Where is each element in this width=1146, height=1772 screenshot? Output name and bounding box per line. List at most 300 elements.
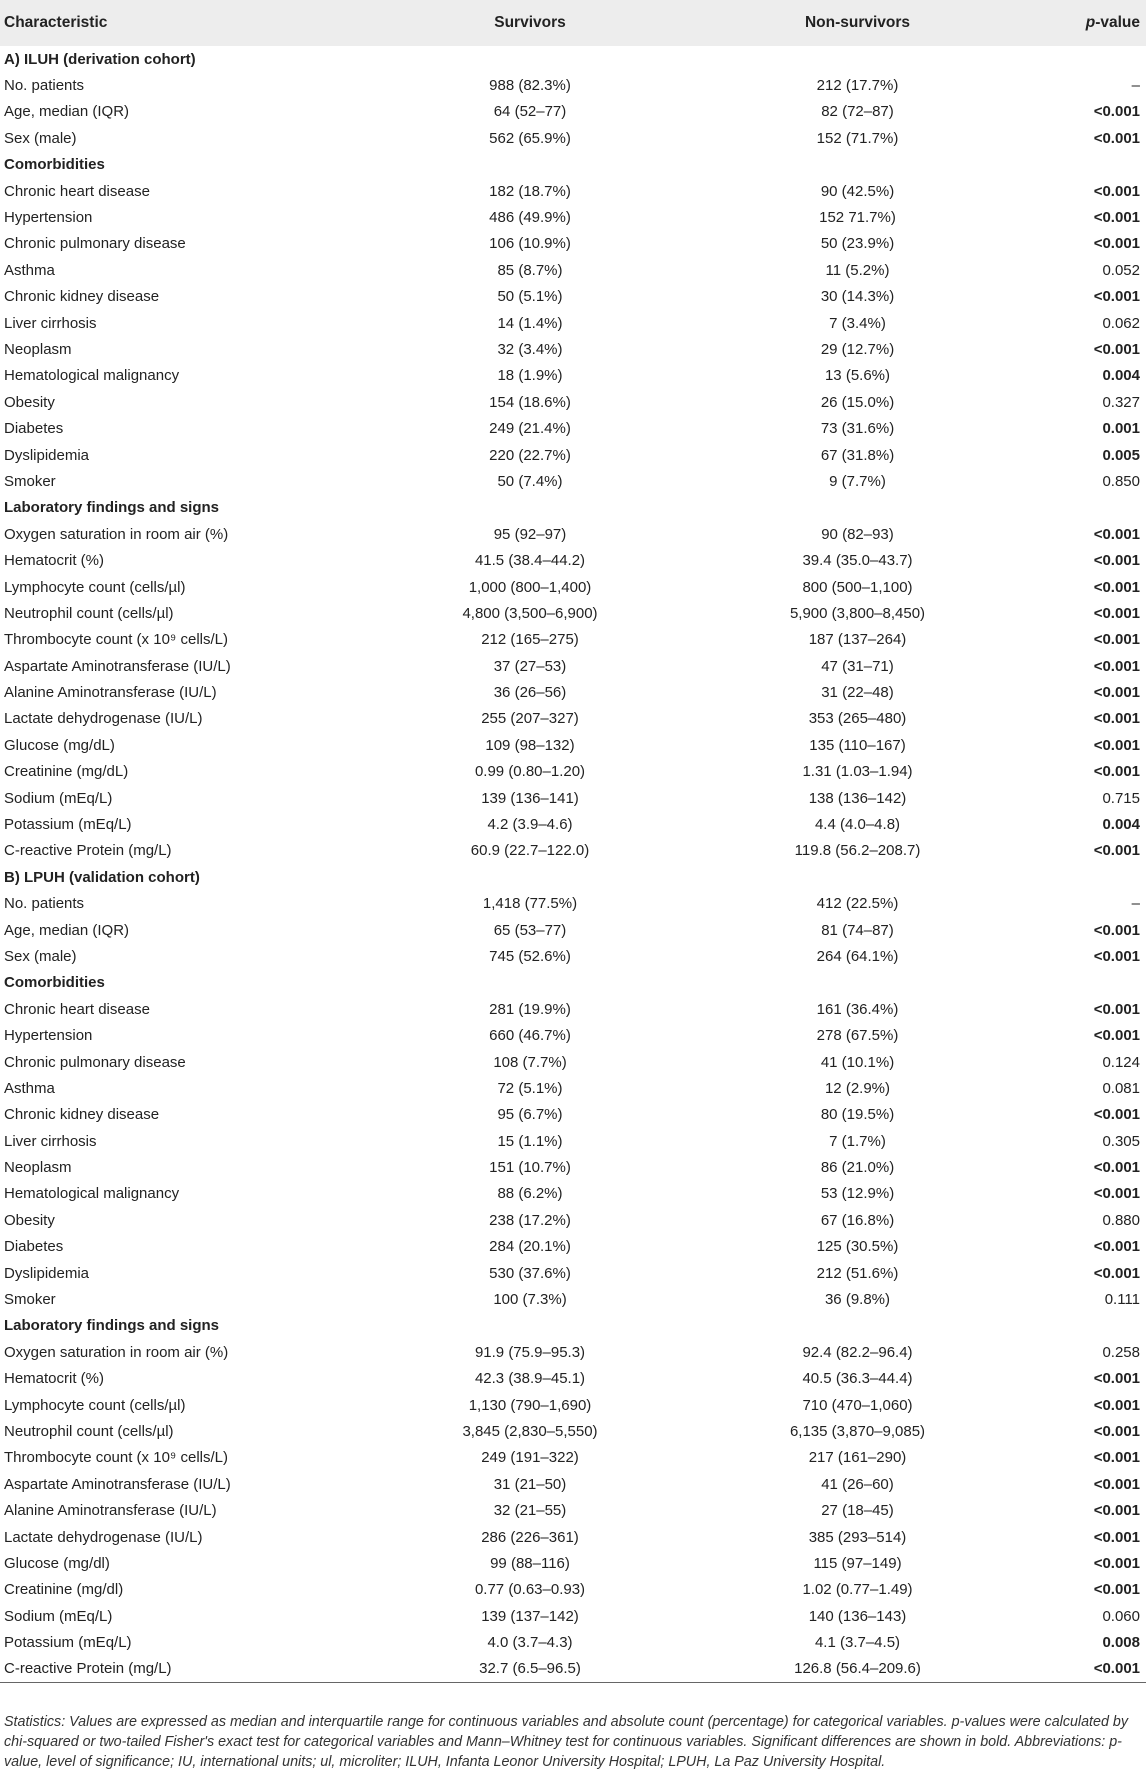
table-row [0, 1181, 1146, 1207]
table-row [0, 1207, 1146, 1233]
row-label: Dyslipidemia [4, 1264, 90, 1282]
p-value-cell: <0.001 [1093, 1554, 1140, 1572]
non-survivors-cell: 53 (12.9%) [820, 1185, 895, 1203]
survivors-cell: 284 (20.1%) [489, 1238, 571, 1256]
table-row [0, 1418, 1146, 1444]
survivors-cell: 255 (207–327) [481, 710, 579, 728]
survivors-cell: 95 (6.7%) [497, 1106, 563, 1124]
row-label: Obesity [4, 393, 55, 411]
non-survivors-cell: 412 (22.5%) [816, 895, 899, 913]
section-label: A) ILUH (derivation cohort) [4, 50, 196, 68]
row-label: Sex (male) [4, 947, 77, 965]
table-row [0, 1524, 1146, 1550]
p-value-cell: 0.005 [1102, 446, 1140, 464]
survivors-cell: 249 (191–322) [481, 1449, 579, 1467]
p-value-cell: <0.001 [1093, 1396, 1140, 1414]
survivors-cell: 106 (10.9%) [489, 235, 571, 253]
p-value-cell: <0.001 [1093, 763, 1140, 781]
section-label: Comorbidities [4, 156, 105, 174]
non-survivors-cell: 217 (161–290) [808, 1449, 907, 1467]
survivors-cell: 91.9 (75.9–95.3) [474, 1343, 586, 1361]
section-label: Laboratory findings and signs [4, 499, 220, 517]
survivors-cell: 745 (52.6%) [489, 947, 571, 965]
survivors-cell: 1,130 (790–1,690) [468, 1396, 592, 1414]
non-survivors-cell: 212 (51.6%) [816, 1264, 899, 1282]
table-row [0, 1128, 1146, 1154]
survivors-cell: 108 (7.7%) [493, 1053, 567, 1071]
non-survivors-cell: 13 (5.6%) [824, 367, 891, 385]
non-survivors-cell: 67 (16.8%) [820, 1211, 895, 1229]
table-row [0, 178, 1146, 204]
survivors-cell: 220 (22.7%) [489, 446, 571, 464]
table-row [0, 1286, 1146, 1312]
non-survivors-cell: 11 (5.2%) [825, 261, 890, 279]
table-row [0, 1550, 1146, 1576]
row-label: Hematocrit (%) [4, 1370, 105, 1388]
row-label: Smoker [4, 472, 56, 490]
p-value-cell: <0.001 [1093, 1185, 1140, 1203]
non-survivors-cell: 81 (74–87) [821, 921, 894, 939]
survivors-cell: 530 (37.6%) [489, 1264, 571, 1282]
non-survivors-cell: 138 (136–142) [808, 789, 907, 807]
survivors-cell: 64 (52–77) [493, 103, 567, 121]
non-survivors-cell: 1.02 (0.77–1.49) [802, 1581, 913, 1599]
survivors-cell: 14 (1.4%) [497, 314, 563, 332]
header-p-letter: p [1085, 14, 1096, 31]
p-value-cell: <0.001 [1093, 1581, 1140, 1599]
row-label: C-reactive Protein (mg/L) [0, 1656, 380, 1682]
survivors-cell: 4.0 (3.7–4.3) [487, 1634, 573, 1652]
p-value-cell: <0.001 [1093, 1238, 1140, 1256]
row-label: Diabetes [4, 420, 64, 438]
survivors-cell: 988 (82.3%) [489, 77, 571, 95]
p-value-cell: <0.001 [1093, 1423, 1140, 1440]
p-value-cell: 0.081 [1102, 1079, 1140, 1097]
table-row [0, 891, 1146, 917]
row-label: Liver cirrhosis [4, 314, 97, 332]
table-row [0, 653, 1146, 679]
row-label: Chronic kidney disease [4, 1106, 160, 1124]
p-value-cell: <0.001 [1093, 1502, 1140, 1520]
section-header-row [0, 1313, 1146, 1339]
table-row [0, 759, 1146, 785]
table-row [0, 1629, 1146, 1655]
row-label: Thrombocyte count (x 10⁹ cells/L) [4, 631, 229, 649]
survivors-cell: 139 (136–141) [481, 789, 579, 807]
row-label: Liver cirrhosis [4, 1132, 97, 1150]
non-survivors-cell: 125 (30.5%) [816, 1238, 899, 1256]
section-header-row [0, 152, 1146, 178]
row-label: Lactate dehydrogenase (IU/L) [4, 1528, 203, 1546]
row-label: Potassium (mEq/L) [4, 1634, 132, 1652]
row-label: Asthma [4, 1079, 55, 1097]
table-row [0, 1656, 1146, 1682]
survivors-cell: 1,418 (77.5%) [482, 895, 578, 913]
p-value-cell: <0.001 [1093, 1000, 1140, 1018]
row-label: Chronic heart disease [4, 1000, 150, 1018]
p-value-cell: <0.001 [1093, 340, 1140, 358]
table-row [0, 706, 1146, 732]
survivors-cell: 65 (53–77) [493, 921, 567, 939]
non-survivors-cell: 385 (293–514) [808, 1528, 907, 1546]
row-label: Neutrophil count (cells/µl) [4, 604, 174, 622]
table-header [0, 0, 1146, 46]
p-value-cell: <0.001 [1093, 578, 1140, 596]
header-p-value [1035, 0, 1146, 46]
non-survivors-cell: 6,135 (3,870–9,085) [789, 1423, 926, 1440]
p-value-cell: <0.001 [1093, 947, 1140, 965]
table-row [0, 679, 1146, 705]
table-row [0, 1234, 1146, 1260]
p-value-cell: <0.001 [1093, 1449, 1140, 1467]
non-survivors-cell: 41 (10.1%) [820, 1053, 895, 1071]
survivors-cell: 286 (226–361) [481, 1528, 579, 1546]
table-row [0, 442, 1146, 468]
survivors-cell: 50 (5.1%) [497, 288, 563, 306]
row-label: Obesity [4, 1211, 55, 1229]
table-row [0, 917, 1146, 943]
p-value-cell: <0.001 [1093, 710, 1140, 728]
survivors-cell: 85 (8.7%) [497, 261, 563, 279]
table-row [0, 996, 1146, 1022]
row-label: Diabetes [4, 1238, 64, 1256]
table-row [0, 284, 1146, 310]
non-survivors-cell: 27 (18–45) [821, 1502, 894, 1520]
p-value-cell: 0.052 [1102, 261, 1140, 279]
header-characteristic: Characteristic [4, 14, 108, 31]
non-survivors-cell: 47 (31–71) [821, 657, 894, 675]
row-label: Sex (male) [4, 129, 77, 147]
non-survivors-cell: 115 (97–149) [813, 1554, 902, 1572]
non-survivors-cell: 152 (71.7%) [816, 129, 899, 147]
p-value-cell: <0.001 [1093, 182, 1140, 200]
survivors-cell: 249 (21.4%) [489, 420, 571, 438]
survivors-cell: 238 (17.2%) [489, 1211, 571, 1229]
section-header-row [0, 495, 1146, 521]
row-label: Lymphocyte count (cells/µl) [4, 578, 186, 596]
table-row [0, 1022, 1146, 1048]
row-label: Hypertension [4, 209, 93, 227]
p-value-cell: 0.111 [1104, 1291, 1140, 1309]
p-value-cell: 0.004 [1102, 816, 1140, 834]
non-survivors-cell: 7 (3.4%) [829, 314, 886, 332]
row-label: Hypertension [4, 1027, 93, 1045]
p-value-cell: <0.001 [1093, 1475, 1140, 1493]
p-value-cell: <0.001 [1093, 1159, 1140, 1177]
p-value-cell: 0.004 [1102, 367, 1140, 385]
table-row [0, 389, 1146, 415]
survivors-cell: 50 (7.4%) [497, 472, 563, 490]
table-row [0, 943, 1146, 969]
header-p-suffix: -value [1095, 14, 1140, 31]
non-survivors-cell: 12 (2.9%) [824, 1079, 891, 1097]
survivors-cell: 60.9 (22.7–122.0) [470, 842, 590, 860]
non-survivors-cell: 278 (67.5%) [816, 1027, 899, 1045]
non-survivors-cell: 152 71.7%) [819, 209, 896, 227]
non-survivors-cell: 353 (265–480) [808, 710, 907, 728]
table-row [0, 1497, 1146, 1523]
survivors-cell: 109 (98–132) [485, 736, 575, 754]
non-survivors-cell: 80 (19.5%) [820, 1106, 895, 1124]
row-label: No. patients [4, 77, 85, 95]
non-survivors-cell: 29 (12.7%) [820, 340, 895, 358]
survivors-cell: 3,845 (2,830–5,550) [462, 1423, 598, 1440]
table-row [0, 785, 1146, 811]
table-row [0, 600, 1146, 626]
survivors-cell: 95 (92–97) [493, 525, 567, 543]
p-value-cell: <0.001 [1093, 604, 1140, 622]
p-value-cell: <0.001 [1093, 288, 1140, 306]
survivors-cell: 4.2 (3.9–4.6) [487, 816, 573, 834]
table-row [0, 468, 1146, 494]
table-row [0, 1445, 1146, 1471]
survivors-cell: 41.5 (38.4–44.2) [474, 552, 586, 570]
row-label: Alanine Aminotransferase (IU/L) [4, 1502, 217, 1520]
survivors-cell: 212 (165–275) [481, 631, 579, 649]
p-value-cell: <0.001 [1093, 209, 1140, 227]
table-row [0, 204, 1146, 230]
p-value-cell: <0.001 [1093, 1264, 1140, 1282]
table-row [0, 521, 1146, 547]
survivors-cell: 0.99 (0.80–1.20) [474, 763, 586, 781]
p-value-cell: 0.060 [1102, 1607, 1140, 1625]
p-value-cell: 0.258 [1102, 1343, 1140, 1361]
survivors-cell: 0.77 (0.63–0.93) [474, 1581, 586, 1599]
p-value-cell: 0.001 [1102, 420, 1140, 438]
row-label: Glucose (mg/dl) [4, 1554, 110, 1572]
p-value-cell: <0.001 [1035, 1656, 1146, 1682]
table-row [0, 574, 1146, 600]
p-value-cell: <0.001 [1093, 921, 1140, 939]
survivors-cell: 486 (49.9%) [489, 209, 571, 227]
p-value-cell: <0.001 [1093, 1528, 1140, 1546]
row-label: Thrombocyte count (x 10⁹ cells/L) [4, 1449, 229, 1467]
row-label: Lymphocyte count (cells/µl) [4, 1396, 186, 1414]
table-row [0, 72, 1146, 98]
p-value-cell: <0.001 [1093, 1027, 1140, 1045]
non-survivors-cell: 140 (136–143) [808, 1607, 907, 1625]
non-survivors-cell: 90 (82–93) [821, 525, 894, 543]
survivors-cell: 15 (1.1%) [497, 1132, 563, 1150]
table-row [0, 99, 1146, 125]
survivors-cell: 18 (1.9%) [497, 367, 563, 385]
table-row [0, 1471, 1146, 1497]
non-survivors-cell: 126.8 (56.4–209.6) [680, 1656, 1035, 1682]
row-label: Sodium (mEq/L) [4, 1607, 113, 1625]
p-value-cell: <0.001 [1093, 1370, 1140, 1388]
non-survivors-cell: 135 (110–167) [809, 736, 906, 754]
table-row [0, 310, 1146, 336]
table-row [0, 415, 1146, 441]
row-label: Alanine Aminotransferase (IU/L) [4, 684, 217, 702]
table-row [0, 1339, 1146, 1365]
non-survivors-cell: 264 (64.1%) [816, 947, 899, 965]
p-value-cell: <0.001 [1093, 736, 1140, 754]
p-value-cell: <0.001 [1093, 631, 1140, 649]
p-value-cell: – [1131, 77, 1140, 95]
non-survivors-cell: 41 (26–60) [821, 1475, 894, 1493]
survivors-cell: 151 (10.7%) [489, 1159, 571, 1177]
non-survivors-cell: 40.5 (36.3–44.4) [802, 1370, 913, 1388]
survivors-cell: 4,800 (3,500–6,900) [462, 604, 598, 622]
survivors-cell: 72 (5.1%) [497, 1079, 563, 1097]
p-value-cell: 0.327 [1102, 393, 1140, 411]
p-value-cell: <0.001 [1093, 657, 1140, 675]
non-survivors-cell: 710 (470–1,060) [802, 1396, 913, 1414]
row-label: Oxygen saturation in room air (%) [4, 1343, 229, 1361]
table-row [0, 1049, 1146, 1075]
header-non-survivors: Non-survivors [804, 14, 911, 31]
p-value-cell: – [1131, 895, 1140, 913]
p-value-cell: <0.001 [1093, 103, 1140, 121]
p-value-cell: 0.305 [1102, 1132, 1140, 1150]
row-label: Hematological malignancy [4, 1185, 180, 1203]
p-value-cell: 0.062 [1102, 314, 1140, 332]
non-survivors-cell: 4.4 (4.0–4.8) [814, 816, 901, 834]
non-survivors-cell: 36 (9.8%) [824, 1291, 891, 1309]
p-value-cell: 0.850 [1102, 472, 1140, 490]
survivors-cell: 88 (6.2%) [497, 1185, 563, 1203]
p-value-cell: <0.001 [1093, 684, 1140, 702]
table-row [0, 732, 1146, 758]
survivors-cell: 32 (21–55) [493, 1502, 567, 1520]
row-label: Neoplasm [4, 1159, 72, 1177]
p-value-cell: 0.715 [1102, 789, 1140, 807]
survivors-cell: 36 (26–56) [493, 684, 567, 702]
p-value-cell: <0.001 [1093, 525, 1140, 543]
table-row [0, 1392, 1146, 1418]
row-label: Neoplasm [4, 340, 72, 358]
row-label: Sodium (mEq/L) [4, 789, 113, 807]
non-survivors-cell: 50 (23.9%) [820, 235, 895, 253]
non-survivors-cell: 30 (14.3%) [820, 288, 895, 306]
non-survivors-cell: 67 (31.8%) [820, 446, 895, 464]
non-survivors-cell: 73 (31.6%) [820, 420, 895, 438]
non-survivors-cell: 31 (22–48) [821, 684, 894, 702]
survivors-cell: 37 (27–53) [493, 657, 567, 675]
non-survivors-cell: 82 (72–87) [821, 103, 894, 121]
non-survivors-cell: 1.31 (1.03–1.94) [802, 763, 913, 781]
table-row [0, 363, 1146, 389]
row-label: Asthma [4, 261, 55, 279]
non-survivors-cell: 7 (1.7%) [829, 1132, 886, 1150]
table-row [0, 547, 1146, 573]
p-value-cell: <0.001 [1093, 552, 1140, 570]
survivors-cell: 42.3 (38.9–45.1) [474, 1370, 586, 1388]
survivors-cell: 100 (7.3%) [493, 1291, 567, 1309]
non-survivors-cell: 161 (36.4%) [816, 1000, 899, 1018]
row-label: C-reactive Protein (mg/L) [4, 842, 172, 860]
non-survivors-cell: 800 (500–1,100) [802, 578, 913, 596]
row-label: Dyslipidemia [4, 446, 90, 464]
non-survivors-cell: 86 (21.0%) [820, 1159, 895, 1177]
non-survivors-cell: 119.8 (56.2–208.7) [794, 842, 921, 860]
section-label: Comorbidities [4, 974, 105, 992]
row-label: Age, median (IQR) [4, 103, 130, 121]
survivors-cell: 32.7 (6.5–96.5) [380, 1656, 680, 1682]
table-row [0, 1154, 1146, 1180]
row-label: Aspartate Aminotransferase (IU/L) [4, 657, 231, 675]
table-row [0, 1603, 1146, 1629]
survivors-cell: 32 (3.4%) [497, 340, 563, 358]
table-row [0, 231, 1146, 257]
section-header-row [0, 970, 1146, 996]
p-value-cell: <0.001 [1093, 235, 1140, 253]
table-row [0, 1366, 1146, 1392]
row-label: Chronic pulmonary disease [4, 1053, 186, 1071]
non-survivors-cell: 39.4 (35.0–43.7) [802, 552, 913, 570]
row-label: Age, median (IQR) [4, 921, 130, 939]
table-row [0, 1075, 1146, 1101]
p-value-cell: 0.008 [1102, 1634, 1140, 1652]
non-survivors-cell: 212 (17.7%) [816, 77, 899, 95]
survivors-cell: 1,000 (800–1,400) [468, 578, 592, 596]
non-survivors-cell: 4.1 (3.7–4.5) [814, 1634, 901, 1652]
row-label: Neutrophil count (cells/µl) [4, 1423, 174, 1440]
survivors-cell: 154 (18.6%) [489, 393, 571, 411]
section-label: Laboratory findings and signs [4, 1317, 220, 1335]
table-row [0, 1102, 1146, 1128]
table-row [0, 627, 1146, 653]
table-row [0, 1260, 1146, 1286]
survivors-cell: 660 (46.7%) [489, 1027, 571, 1045]
survivors-cell: 31 (21–50) [493, 1475, 567, 1493]
p-value-cell: 0.124 [1102, 1053, 1140, 1071]
row-label: Smoker [4, 1291, 56, 1309]
table-row [0, 336, 1146, 362]
row-label: Creatinine (mg/dl) [4, 1581, 124, 1599]
section-header-row [0, 864, 1146, 890]
header-survivors: Survivors [494, 14, 566, 31]
table-row [0, 811, 1146, 837]
survivors-cell: 139 (137–142) [481, 1607, 579, 1625]
p-value-cell: <0.001 [1093, 842, 1140, 860]
non-survivors-cell: 5,900 (3,800–8,450) [789, 604, 926, 622]
section-header-row [0, 46, 1146, 72]
row-label: Hematological malignancy [4, 367, 180, 385]
non-survivors-cell: 90 (42.5%) [820, 182, 895, 200]
row-label: Lactate dehydrogenase (IU/L) [4, 710, 203, 728]
table-row [0, 125, 1146, 151]
section-label: B) LPUH (validation cohort) [4, 868, 200, 886]
row-label: Oxygen saturation in room air (%) [4, 525, 229, 543]
non-survivors-cell: 26 (15.0%) [820, 393, 895, 411]
row-label: Chronic kidney disease [4, 288, 160, 306]
p-value-cell: <0.001 [1093, 129, 1140, 147]
table-row [0, 838, 1146, 864]
non-survivors-cell: 187 (137–264) [808, 631, 907, 649]
row-label: Hematocrit (%) [4, 552, 105, 570]
row-label: Chronic heart disease [4, 182, 150, 200]
p-value-cell: 0.880 [1102, 1211, 1140, 1229]
survivors-cell: 562 (65.9%) [489, 129, 571, 147]
p-value-cell: <0.001 [1093, 1106, 1140, 1124]
survivors-cell: 182 (18.7%) [489, 182, 571, 200]
table-row [0, 1577, 1146, 1603]
row-label: Potassium (mEq/L) [4, 816, 132, 834]
row-label: No. patients [4, 895, 85, 913]
non-survivors-cell: 92.4 (82.2–96.4) [802, 1343, 913, 1361]
non-survivors-cell: 9 (7.7%) [829, 472, 886, 490]
survivors-cell: 281 (19.9%) [489, 1000, 571, 1018]
row-label: Glucose (mg/dL) [4, 736, 115, 754]
row-label: Aspartate Aminotransferase (IU/L) [4, 1475, 231, 1493]
table-row [0, 257, 1146, 283]
table-footnote: Statistics: Values are expressed as median and interquartile range for continuous variables and absolute count (percentage) for categorical variables. p-values were calculated by chi-squared or two-tailed Fisher's exact test for categorical variables and Mann–Whitney test for continuous variables. Significant differences are shown in bold. Abbreviations: p-value, level of significance; IU, international units; ul, microliter; ILUH, Infanta Leonor University Hospital; LPUH, La Paz University Hospital. [4, 1714, 1128, 1770]
row-label: Creatinine (mg/dL) [4, 763, 129, 781]
table-body [0, 46, 1146, 1682]
row-label: Chronic pulmonary disease [4, 235, 186, 253]
